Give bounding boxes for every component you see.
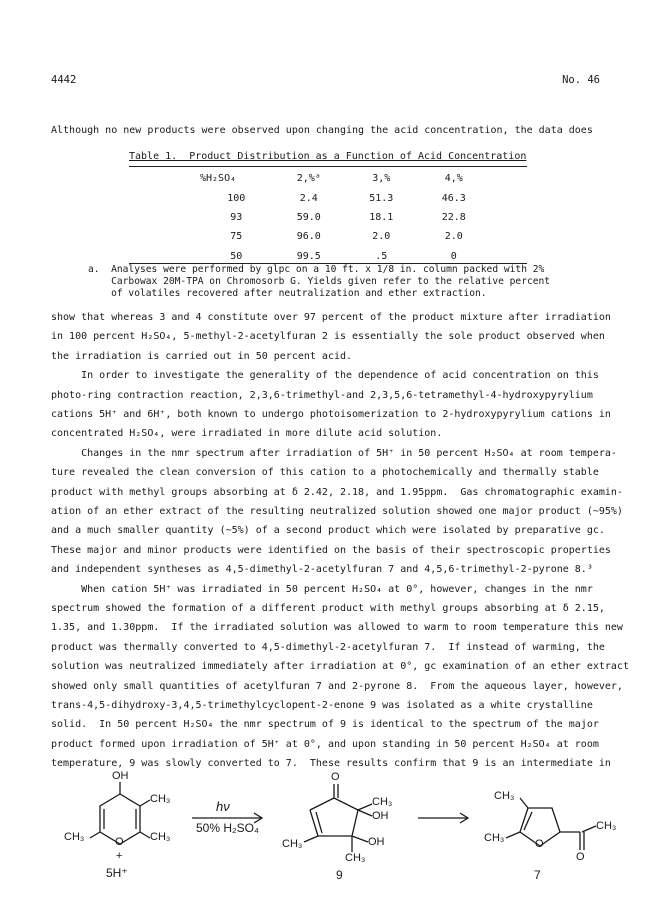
- table-cell: 51.3: [369, 192, 394, 204]
- table-cell: 100: [227, 192, 246, 204]
- table-cell: 96.0: [296, 231, 321, 243]
- methyl-group: CH₃: [345, 852, 366, 864]
- body-line: These major and minor products were identified on the basis of their spectroscopic properties: [51, 544, 611, 556]
- body-line: show that whereas 3 and 4 constitute over 97 percent of the product mixture after irradiation: [51, 312, 611, 323]
- body-line: 1.35, and 1.30ppm. If the irradiated solution was allowed to warm to room temperature this new: [51, 622, 623, 634]
- body-line: product formed upon irradiation of 5H⁺ at 0°, and upon standing in 50 percent H₂SO₄ at room: [51, 738, 599, 750]
- body-line: trans-4,5-dihydroxy-3,4,5-trimethylcyclopent-2-enone 9 was isolated as a white crystalline: [51, 700, 593, 711]
- column-header: 2,%ᵃ: [296, 173, 321, 185]
- compound-label-9: 9: [336, 868, 343, 882]
- footnote-line: of volatiles recovered after neutralization and ether extraction.: [88, 288, 487, 299]
- table-cell: 22.8: [441, 211, 466, 223]
- body-line: ation of an ether extract of the resulting neutralized solution showed one major product (~95%): [51, 506, 623, 517]
- table-cell: 46.3: [441, 192, 466, 204]
- body-line: product with methyl groups absorbing at δ 2.42, 2.18, and 1.95ppm. Gas chromatographic examin-: [51, 486, 623, 498]
- product-distribution-table: [200, 169, 490, 266]
- body-line: solid. In 50 percent H₂SO₄ the nmr spectrum of 9 is identical to the spectrum of the major: [51, 719, 599, 731]
- table-cell: 59.0: [296, 211, 321, 223]
- body-line: solution was neutralized immediately after irradiation at 0°, gc examination of an ether extract: [51, 661, 629, 673]
- table-cell: 75: [230, 231, 243, 243]
- page-number: 4442: [51, 74, 77, 86]
- hv-label: hν: [216, 799, 230, 814]
- body-line: the irradiation is carried out in 50 percent acid.: [51, 350, 353, 362]
- carbonyl-oxygen: O: [576, 851, 585, 863]
- scheme-drawing: [0, 770, 672, 912]
- methyl-group: CH₃: [150, 831, 171, 843]
- table-cell: 18.1: [369, 211, 394, 223]
- column-header: %H₂SO₄: [200, 173, 237, 185]
- body-line: ture revealed the clean conversion of this cation to a photochemically and thermally stable: [51, 467, 599, 479]
- table-top-rule: [129, 166, 527, 167]
- body-line: When cation 5H⁺ was irradiated in 50 percent H₂SO₄ at 0°, however, changes in the nmr: [51, 583, 593, 595]
- column-header: 3,%: [372, 173, 391, 185]
- methyl-group: CH₃: [484, 832, 505, 844]
- intro-line: Although no new products were observed upon changing the acid concentration, the data does: [51, 125, 593, 136]
- table-cell: 99.5: [296, 250, 321, 262]
- hydroxyl-group: OH: [112, 770, 129, 782]
- hydroxyl-group: OH: [368, 836, 385, 848]
- table-cell: 2.0: [372, 231, 391, 243]
- carbonyl-oxygen: O: [331, 771, 340, 783]
- table-row: [200, 208, 490, 227]
- journal-number: No. 46: [562, 74, 600, 86]
- table-row: [200, 188, 490, 207]
- body-line: In order to investigate the generality of the dependence of acid concentration on this: [51, 370, 599, 382]
- body-line: photo-ring contraction reaction, 2,3,6-trimethyl-and 2,3,5,6-tetramethyl-4-hydroxypyrylium: [51, 389, 593, 401]
- methyl-group: CH₃: [150, 793, 171, 805]
- body-line: spectrum showed the formation of a different product with methyl groups absorbing at δ 2.15,: [51, 603, 605, 614]
- hydroxyl-group: OH: [372, 810, 389, 822]
- methyl-group: CH₃: [372, 796, 393, 808]
- table-cell: .5: [375, 250, 388, 262]
- body-line: product was thermally converted to 4,5-dimethyl-2-acetylfuran 7. If instead of warming, the: [51, 641, 605, 653]
- compound-label-7: 7: [534, 868, 541, 882]
- body-line: in 100 percent H₂SO₄, 5-methyl-2-acetylfuran 2 is essentially the sole product observed when: [51, 331, 605, 343]
- table-cell: 2.0: [444, 231, 463, 243]
- body-line: concentrated H₂SO₄, were irradiated in more dilute acid solution.: [51, 428, 443, 440]
- ring-oxygen: O: [115, 836, 124, 848]
- methyl-group: CH₃: [494, 790, 515, 802]
- table-row: [200, 227, 490, 246]
- column-header: 4,%: [444, 173, 463, 185]
- table-cell: 93: [230, 211, 243, 223]
- body-line: temperature, 9 was slowly converted to 7. These results confirm that 9 is an intermediate in: [51, 758, 611, 770]
- footnote-line: Carbowax 20M-TPA on Chromosorb G. Yields given refer to the relative percent: [88, 276, 551, 287]
- ring-oxygen: O: [535, 838, 544, 850]
- body-line: showed only small quantities of acetylfuran 7 and 2-pyrone 8. From the aqueous layer, however,: [51, 680, 623, 692]
- table-cell: 0: [450, 250, 457, 262]
- methyl-group: CH₃: [282, 838, 303, 850]
- table-cell: 50: [230, 250, 243, 262]
- table-header-row: [200, 169, 490, 188]
- body-line: Changes in the nmr spectrum after irradiation of 5H⁺ in 50 percent H₂SO₄ at room tempera-: [51, 447, 617, 459]
- table-cell: 2.4: [299, 192, 318, 204]
- table-title: Table 1. Product Distribution as a Function of Acid Concentration: [129, 151, 527, 162]
- body-line: and a much smaller quantity (~5%) of a second product which were isolated by preparative gc.: [51, 525, 605, 537]
- body-line: and independent syntheses as 4,5-dimethyl-2-acetylfuran 7 and 4,5,6-trimethyl-2-pyrone 8.³: [51, 564, 593, 576]
- body-line: cations 5H⁺ and 6H⁺, both known to undergo photoisomerization to 2-hydroxypyrylium cations in: [51, 409, 611, 420]
- methyl-group: CH₃: [596, 820, 617, 832]
- positive-charge: +: [116, 850, 123, 862]
- footnote-line: a. Analyses were performed by glpc on a 10 ft. x 1/8 in. column packed with 2%: [88, 264, 545, 275]
- acid-conditions-label: 50% H₂SO₄: [196, 821, 259, 835]
- compound-label-5H: 5H⁺: [106, 866, 128, 880]
- methyl-group: CH₃: [64, 831, 85, 843]
